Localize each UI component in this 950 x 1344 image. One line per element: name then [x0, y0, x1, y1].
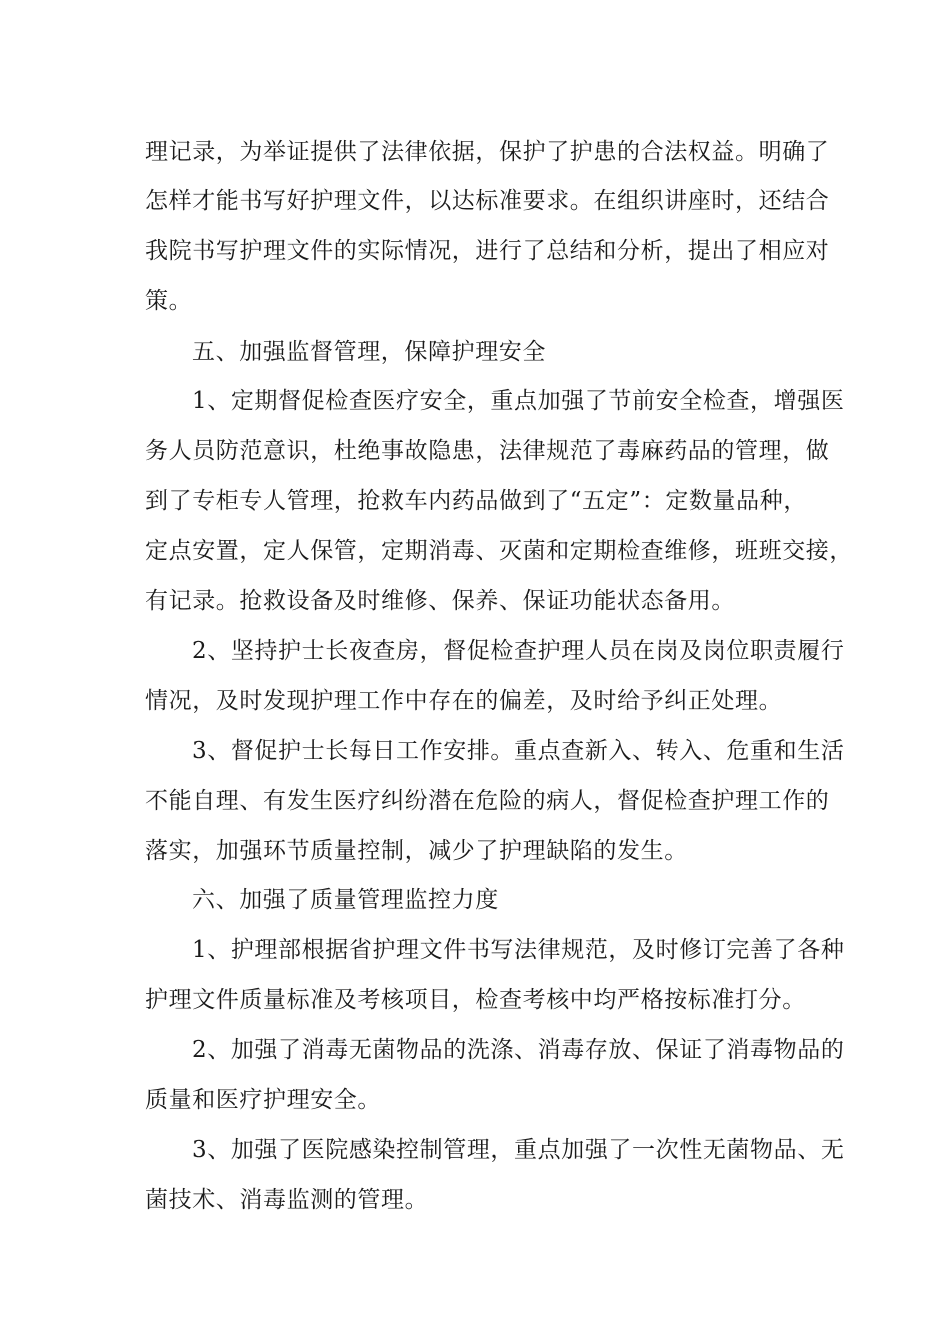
paragraph-line: 不能自理、有发生医疗纠纷潜在危险的病人，督促检查护理工作的	[145, 788, 830, 814]
paragraph-line: 落实，加强环节质量控制，减少了护理缺陷的发生。	[145, 838, 688, 864]
section-heading: 五、加强监督管理，保障护理安全	[192, 339, 546, 365]
paragraph-line: 定点安置，定人保管，定期消毒、灭菌和定期检查维修，班班交接，	[145, 538, 853, 564]
paragraph-line: 护理文件质量标准及考核项目，检查考核中均严格按标准打分。	[145, 987, 806, 1013]
paragraph-line: 2、坚持护士长夜查房，督促检查护理人员在岗及岗位职责履行	[192, 638, 845, 664]
paragraph-line: 2、加强了消毒无菌物品的洗涤、消毒存放、保证了消毒物品的	[192, 1037, 845, 1063]
paragraph-line: 有记录。抢救设备及时维修、保养、保证功能状态备用。	[145, 588, 735, 614]
paragraph-line: 理记录，为举证提供了法律依据，保护了护患的合法权益。明确了	[145, 139, 830, 165]
paragraph-line: 务人员防范意识，杜绝事故隐患，法律规范了毒麻药品的管理，做	[145, 438, 830, 464]
paragraph-line: 策。	[145, 288, 193, 314]
paragraph-line: 1、定期督促检查医疗安全，重点加强了节前安全检查，增强医	[192, 388, 845, 414]
paragraph-line: 菌技术、消毒监测的管理。	[145, 1187, 429, 1213]
paragraph-line: 我院书写护理文件的实际情况，进行了总结和分析，提出了相应对	[145, 238, 830, 264]
paragraph-line: 情况，及时发现护理工作中存在的偏差，及时给予纠正处理。	[145, 688, 783, 714]
paragraph-line: 怎样才能书写好护理文件，以达标准要求。在组织讲座时，还结合	[145, 188, 830, 214]
section-heading: 六、加强了质量管理监控力度	[192, 887, 499, 913]
paragraph-line: 到了专柜专人管理，抢救车内药品做到了“五定”：定数量品种，	[145, 488, 807, 514]
paragraph-line: 3、督促护士长每日工作安排。重点查新入、转入、危重和生活	[192, 738, 845, 764]
paragraph-line: 3、加强了医院感染控制管理，重点加强了一次性无菌物品、无	[192, 1137, 845, 1163]
paragraph-line: 质量和医疗护理安全。	[145, 1087, 381, 1113]
paragraph-line: 1、护理部根据省护理文件书写法律规范，及时修订完善了各种	[192, 937, 845, 963]
